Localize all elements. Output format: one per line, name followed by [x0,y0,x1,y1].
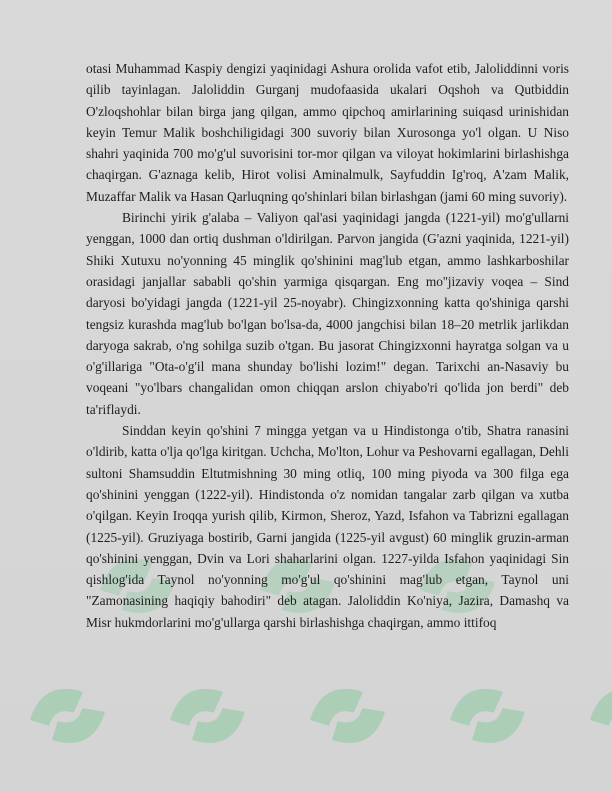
body-text [86,58,569,633]
paragraph-3: Sinddan keyin qo'shini 7 mingga yetgan va u Hindistonga o'tib, Shatra ranasini o'ldirib, katta o'lja qo'lga kiritgan. Uchcha, Mo'lton, Lohur va Peshovarni egallagan, Dehli sultoni Shamsuddin Eltutmishning 30 ming otliq, 100 ming piyoda va 300 filga ega qo'shinini yenggan (1222-yil). Hindistonda o'z nomidan tangalar zarb qilgan va xutba o'qilgan. Keyin Iroqqa yurish qilib, Kirmon, Sheroz, Yazd, Isfahon va Tabrizni egallagan (1225-yil). Gruziyaga bostirib, Garni jangida (1225-yil avgust) 60 minglik gruzin-arman qo'shinini yenggan, Dvin va Lori shaharlarini olgan. 1227-yilda Isfahon yaqinidagi Sin qishlog'ida Taynol no'yonning mo'g'ul qo'shinini mag'lub etgan, Taynol uni "Zamonasining haqiqiy bahodiri" deb atagan. Jaloliddin Ko'niya, Jazira, Damashq va Misr hukmdorlarini mo'g'ullarga qarshi birlashishga chaqirgan, ammo ittifoq [86,423,569,630]
paragraph-2: Birinchi yirik g'alaba – Valiyon qal'asi yaqinidagi jangda (1221-yil) mo'g'ullarni yenggan, 1000 dan ortiq dushman o'ldirilgan. Parvon jangida (G'azni yaqinida, 1221-yil) Shiki Xutuxu no'yonning 45 minglik qo'shinini mag'lub etgan, ammo lashkarboshilar orasidagi janjallar sababli qo'shin yarmiga qisqargan. Eng mo''jizaviy voqea – Sind daryosi bo'yidagi jangda (1221-yil 25-noyabr). Chingizxonning katta qo'shiniga qarshi tengsiz kurashda mag'lub bo'lgan bo'lsa-da, 4000 jangchisi bilan 18–20 metrlik jarlikdan daryoga sakrab, o'ng sohilga suzib o'tgan. Bu jasorat Chingizxonni hayratga solgan va u o'g'illariga "Ota-o'g'il mana shunday bo'lishi lozim!" degan. Tarixchi an-Nasaviy bu voqeani "yo'lbars changalidan omon chiqqan arslon chiyabo'ri qo'lida jon berdi" deb ta'riflaydi. [86,210,569,417]
paragraph-1: otasi Muhammad Kaspiy dengizi yaqinidagi Ashura orolida vafot etib, Jaloliddinni voris qilib tayinlagan. Jaloliddin Gurganj mudofaasida ukalari Oqshoh va Qutbiddin O'zloqshohlar bilan birga jang qilgan, ammo qipchoq amirlarining suiqasd urinishidan keyin Temur Malik boshchiligidagi 300 suvoriy bilan Xurosonga yo'l olgan. U Niso shahri yaqinida 700 mo'g'ul suvorisini tor-mor qilgan va viloyat hokimlarini birlashishga chaqirgan. G'aznaga kelib, Hirot volisi Aminalmulk, Sayfuddin Ig'roq, A'zam Malik, Muzaffar Malik va Hasan Qarluqning qo'shinlari bilan birlashgan (jami 60 ming suvoriy). [86,61,569,204]
